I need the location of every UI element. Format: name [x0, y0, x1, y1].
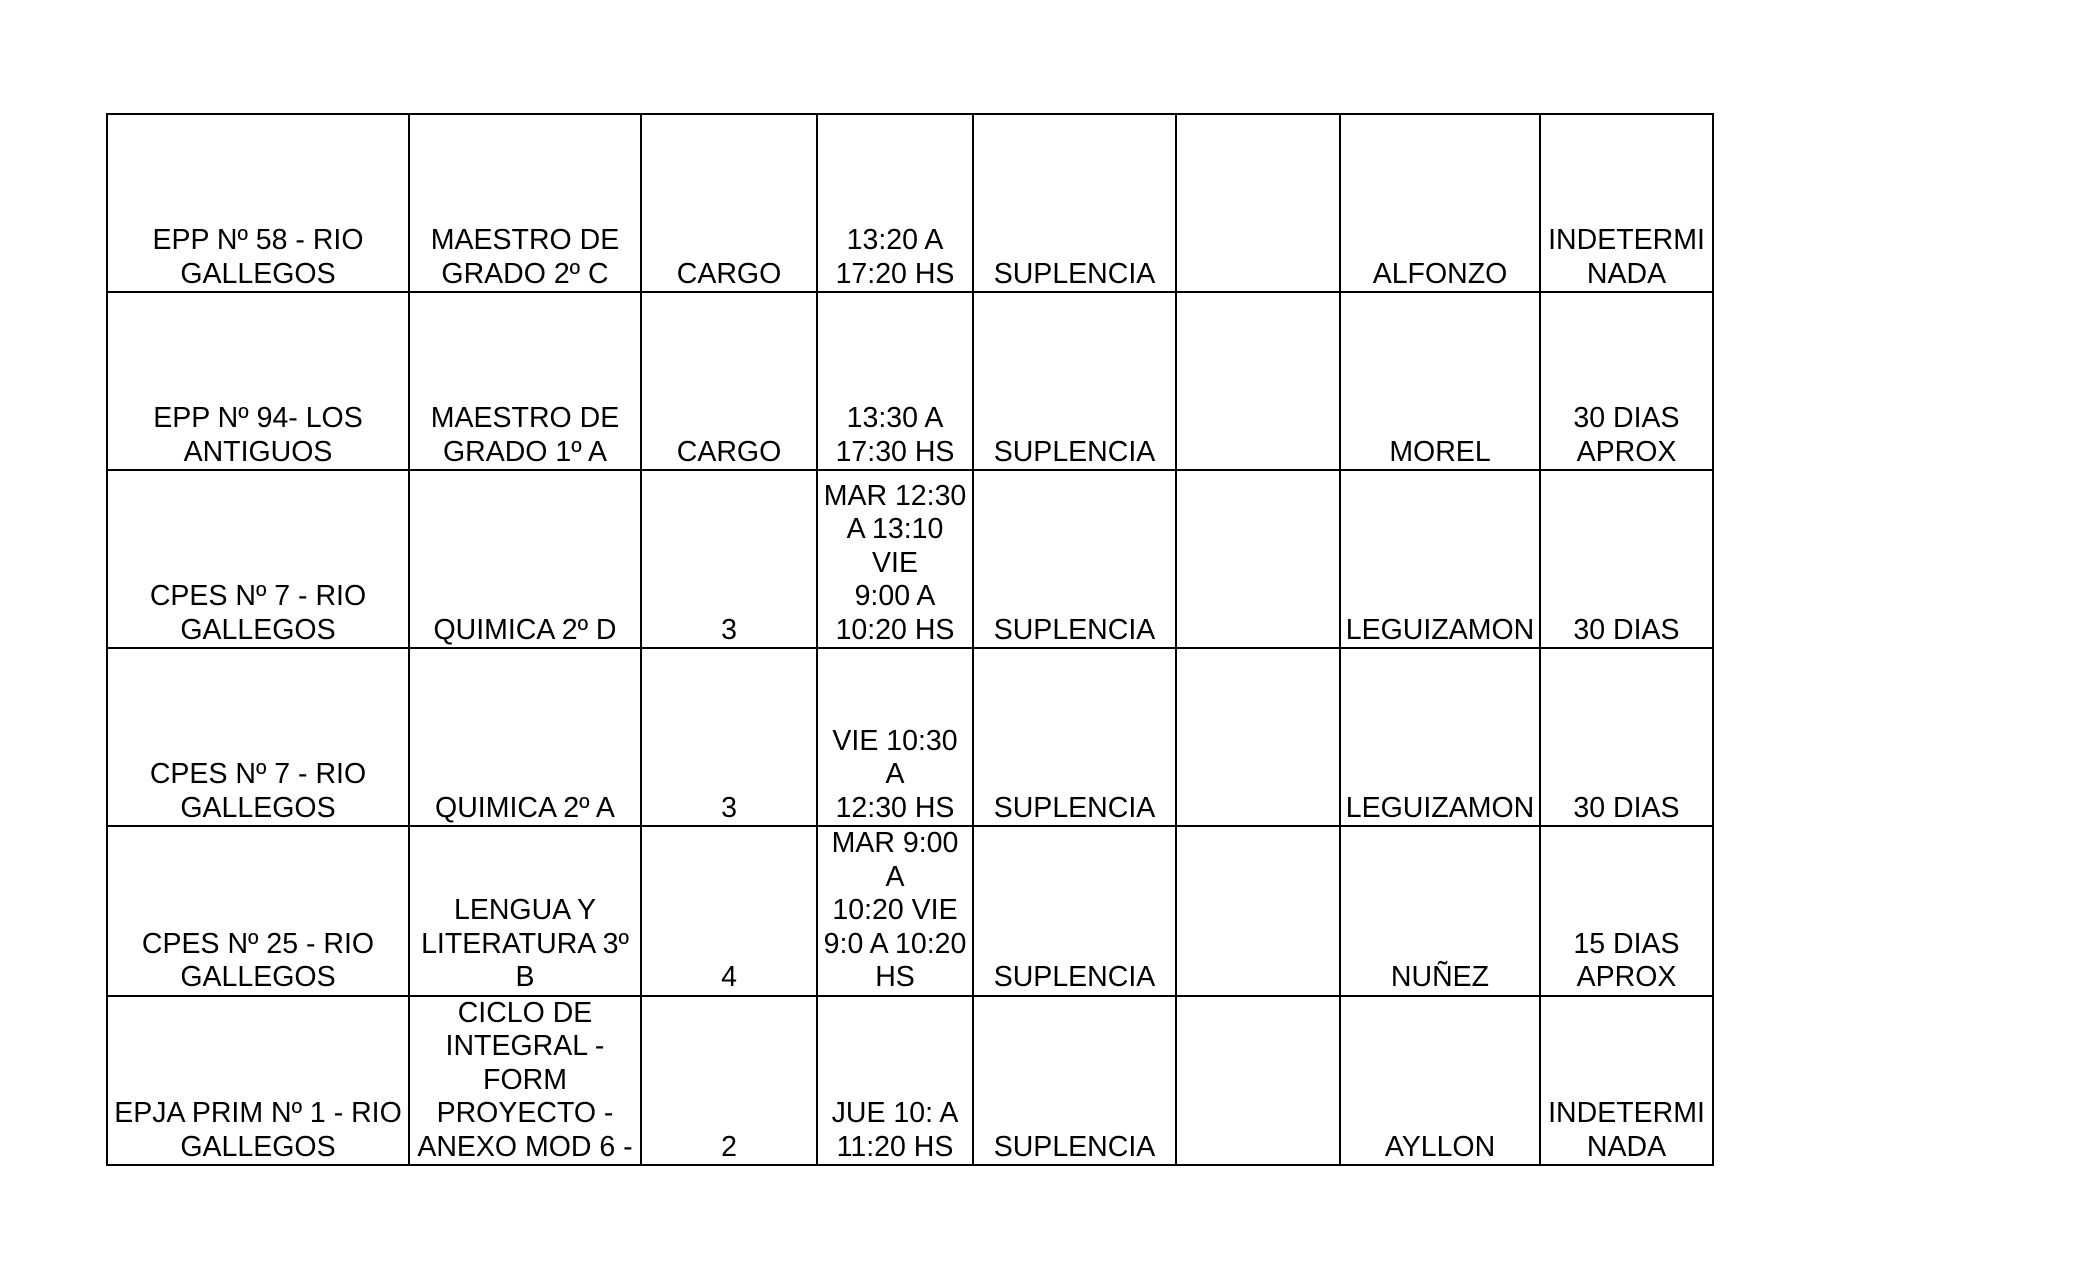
- empty-cell: [1176, 114, 1340, 292]
- hours-cell: 3: [641, 648, 817, 826]
- school-cell: EPP Nº 94- LOS ANTIGUOS: [107, 292, 409, 470]
- teacher-cell: AYLLON: [1340, 996, 1540, 1166]
- subject-cell: QUIMICA 2º A: [409, 648, 641, 826]
- teacher-cell: NUÑEZ: [1340, 826, 1540, 996]
- school-cell: CPES Nº 7 - RIO GALLEGOS: [107, 470, 409, 648]
- status-cell: SUPLENCIA: [973, 996, 1176, 1166]
- empty-cell: [1176, 292, 1340, 470]
- hours-cell: 4: [641, 826, 817, 996]
- empty-cell: [1176, 470, 1340, 648]
- status-cell: SUPLENCIA: [973, 114, 1176, 292]
- school-cell: EPJA PRIM Nº 1 - RIO GALLEGOS: [107, 996, 409, 1166]
- table-row: [107, 996, 1713, 1166]
- schedule-cell: 13:20 A 17:20 HS: [817, 114, 973, 292]
- schedule-cell: JUE 10: A 11:20 HS: [817, 996, 973, 1166]
- empty-cell: [1176, 826, 1340, 996]
- duration-cell: 30 DIAS: [1540, 648, 1713, 826]
- subject-cell: MAESTRO DE GRADO 2º C: [409, 114, 641, 292]
- subject-cell: QUIMICA 2º D: [409, 470, 641, 648]
- schedule-cell: MAR 9:00 A 10:20 VIE 9:0 A 10:20 HS: [817, 826, 973, 996]
- status-cell: SUPLENCIA: [973, 470, 1176, 648]
- status-cell: SUPLENCIA: [973, 292, 1176, 470]
- hours-cell: 3: [641, 470, 817, 648]
- duration-cell: 30 DIAS APROX: [1540, 292, 1713, 470]
- table-row: [107, 826, 1713, 996]
- teacher-cell: ALFONZO: [1340, 114, 1540, 292]
- subject-cell: LENGUA Y LITERATURA 3º B: [409, 826, 641, 996]
- empty-cell: [1176, 648, 1340, 826]
- school-cell: EPP Nº 58 - RIO GALLEGOS: [107, 114, 409, 292]
- empty-cell: [1176, 996, 1340, 1166]
- duration-cell: 30 DIAS: [1540, 470, 1713, 648]
- hours-cell: 2: [641, 996, 817, 1166]
- teacher-cell: LEGUIZAMON: [1340, 470, 1540, 648]
- table-row: [107, 114, 1713, 292]
- school-cell: CPES Nº 7 - RIO GALLEGOS: [107, 648, 409, 826]
- table-row: [107, 292, 1713, 470]
- duration-cell: INDETERMI NADA: [1540, 996, 1713, 1166]
- status-cell: SUPLENCIA: [973, 826, 1176, 996]
- vacancies-table: [106, 113, 1714, 1166]
- status-cell: SUPLENCIA: [973, 648, 1176, 826]
- school-cell: CPES Nº 25 - RIO GALLEGOS: [107, 826, 409, 996]
- hours-cell: CARGO: [641, 114, 817, 292]
- duration-cell: INDETERMI NADA: [1540, 114, 1713, 292]
- table-row: [107, 470, 1713, 648]
- schedule-cell: VIE 10:30 A 12:30 HS: [817, 648, 973, 826]
- schedule-cell: MAR 12:30 A 13:10 VIE 9:00 A 10:20 HS: [817, 470, 973, 648]
- teacher-cell: MOREL: [1340, 292, 1540, 470]
- teacher-cell: LEGUIZAMON: [1340, 648, 1540, 826]
- subject-cell: MAESTRO DE GRADO 1º A: [409, 292, 641, 470]
- schedule-cell: 13:30 A 17:30 HS: [817, 292, 973, 470]
- subject-cell: CICLO DE INTEGRAL - FORM PROYECTO - ANEXO MOD 6 -: [409, 996, 641, 1166]
- table-row: [107, 648, 1713, 826]
- duration-cell: 15 DIAS APROX: [1540, 826, 1713, 996]
- hours-cell: CARGO: [641, 292, 817, 470]
